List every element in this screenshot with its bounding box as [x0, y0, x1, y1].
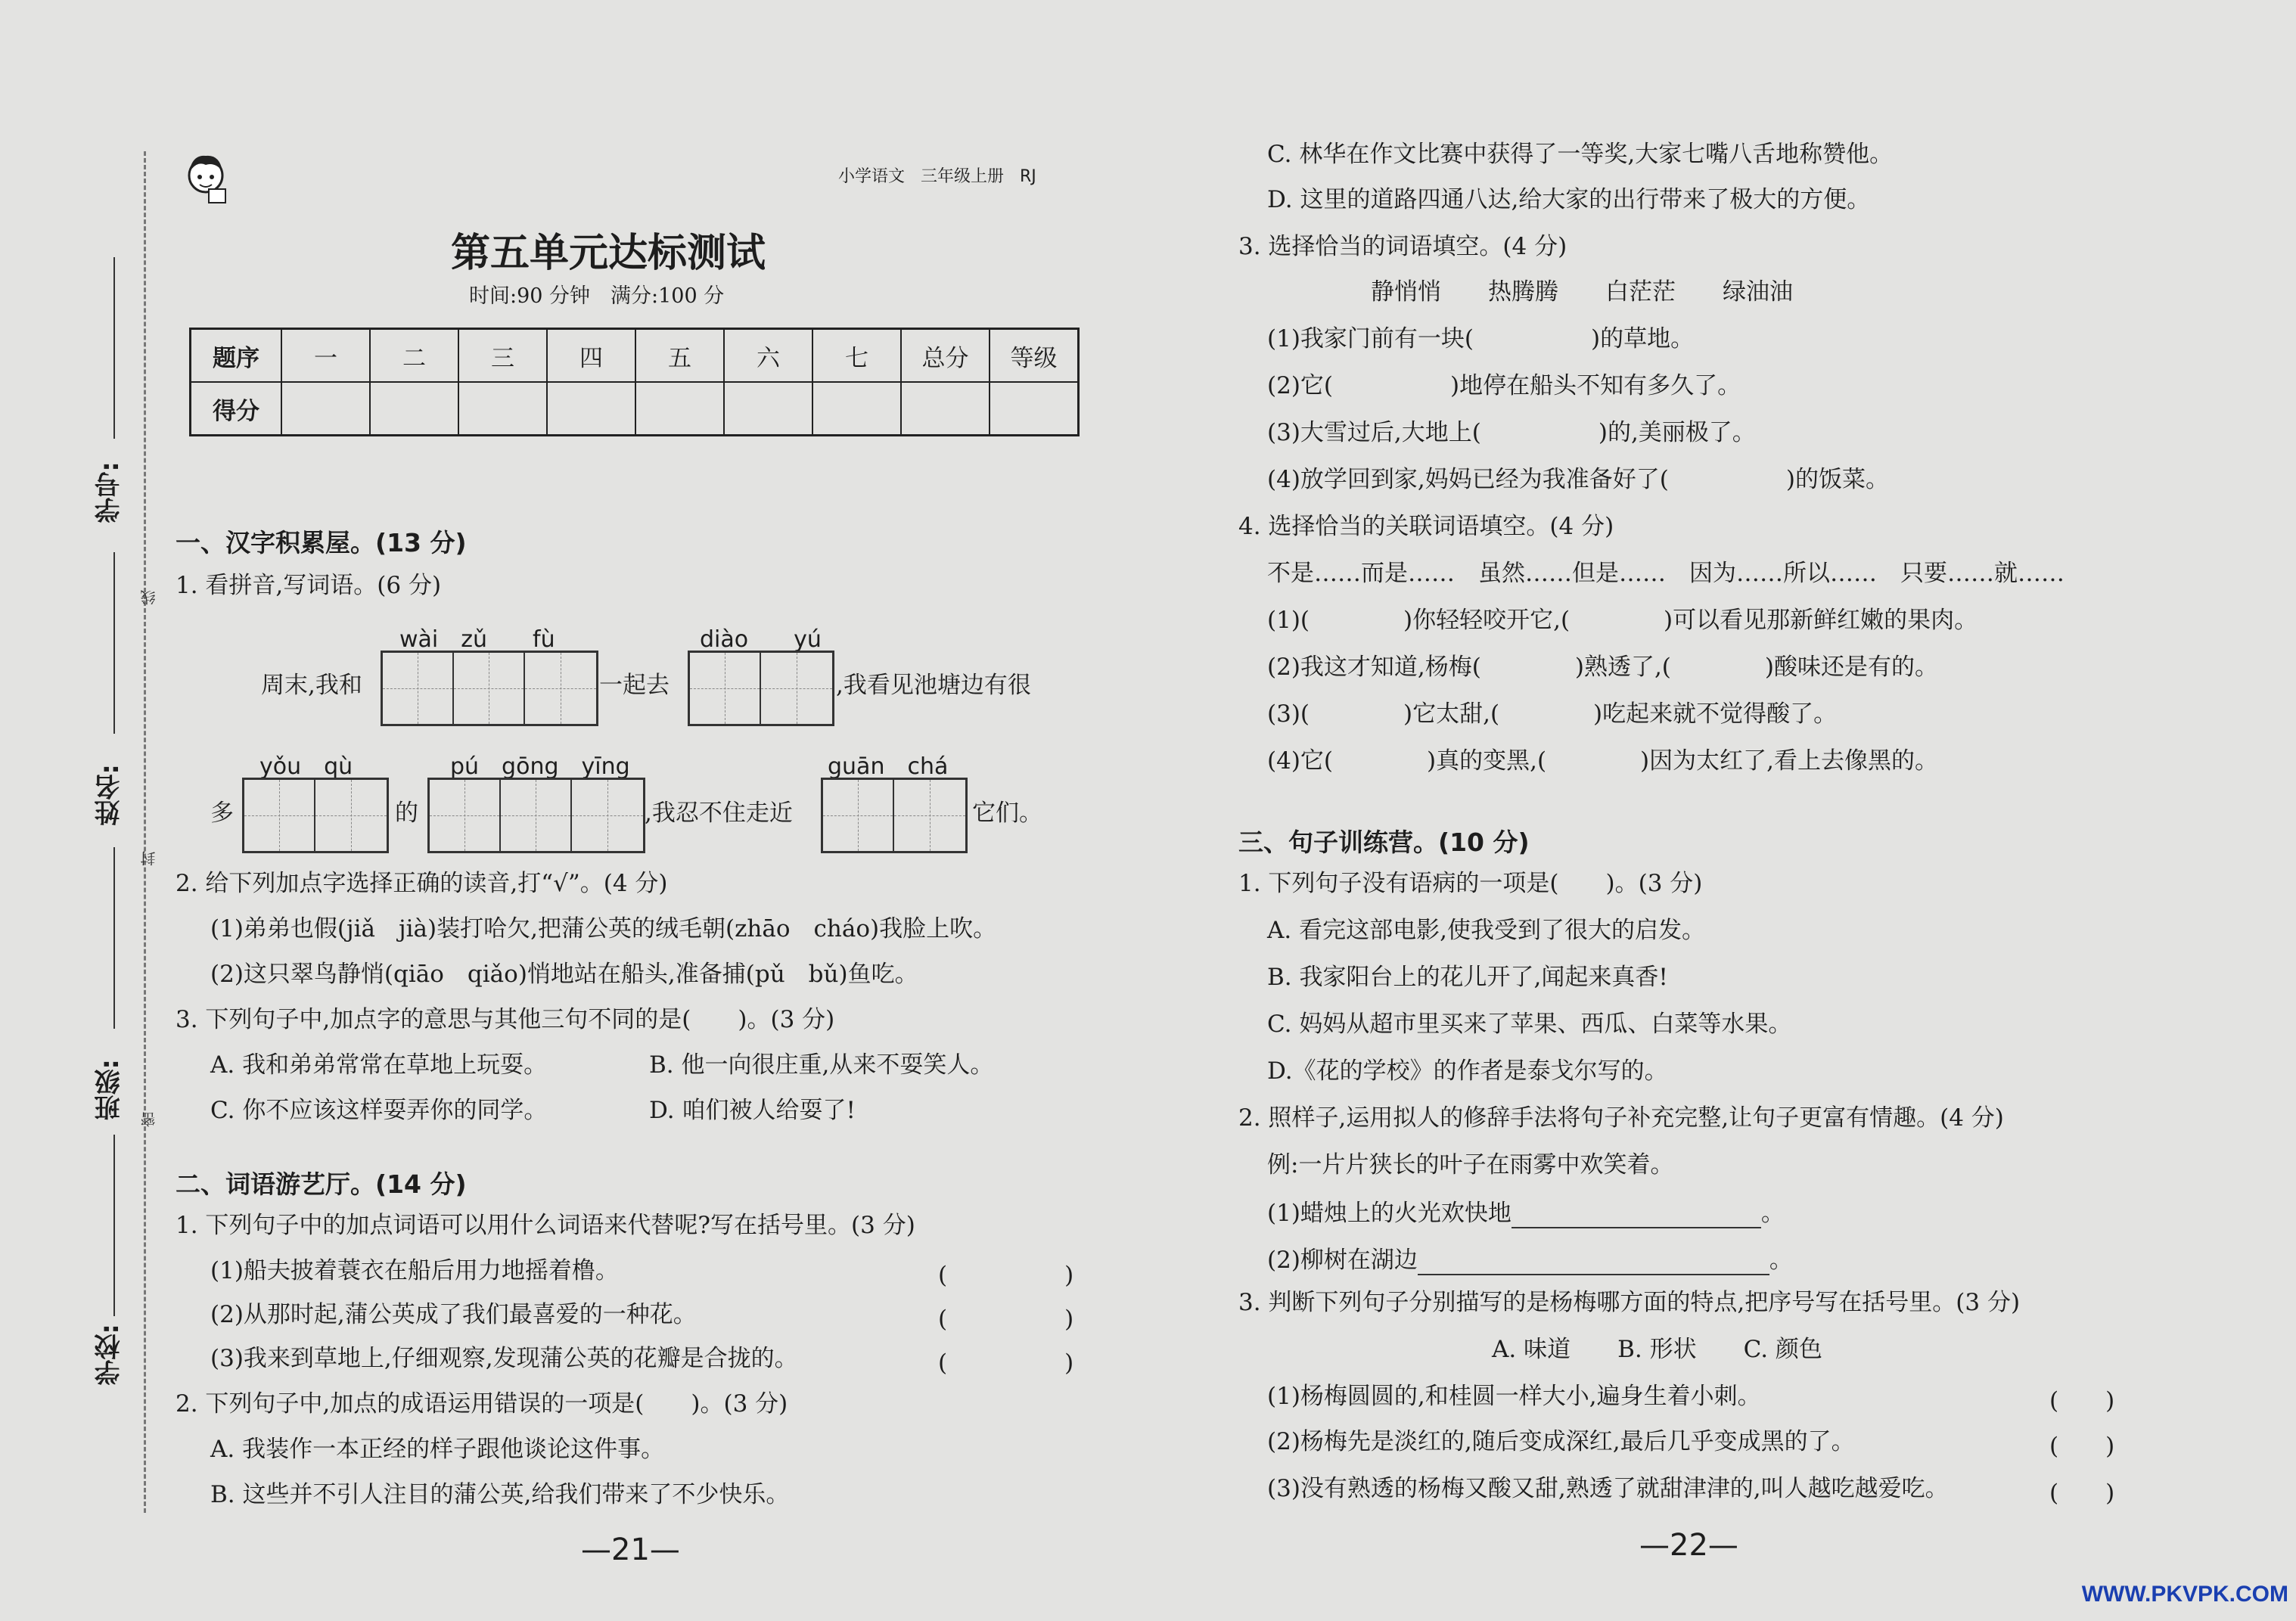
score-input-cell[interactable]: [547, 382, 635, 436]
table-cell: 四: [547, 329, 635, 383]
table-cell: 六: [724, 329, 812, 383]
line2-part-b: 的: [395, 800, 418, 827]
writing-grid-waizufu[interactable]: [381, 651, 598, 726]
s3-q3-line1: (1)杨梅圆圆的,和桂圆一样大小,遍身生着小刺。: [1267, 1383, 1761, 1410]
s3-q2-line2: (2)柳树在湖边 。: [1267, 1247, 1793, 1274]
line1-part-a: 周末,我和: [261, 672, 362, 699]
table-cell: 二: [370, 329, 458, 383]
s2-q3-title: 3. 选择恰当的词语填空。(4 分): [1238, 233, 1567, 260]
answer-paren[interactable]: ( ): [938, 1306, 1074, 1333]
table-cell: 一: [281, 329, 370, 383]
seal-line-label: 线: [140, 590, 158, 605]
writing-grid-youqu[interactable]: [242, 778, 389, 853]
answer-blank[interactable]: [1512, 1204, 1761, 1228]
section-3-title: 三、句子训练营。(10 分): [1238, 828, 1530, 857]
score-table-header-row: [191, 329, 1079, 383]
writing-grid-diaoyu[interactable]: [688, 651, 834, 726]
s1-q2-title: 2. 给下列加点字选择正确的读音,打“√”。(4 分): [176, 870, 668, 897]
s2-q1-line3: (3)我来到草地上,仔细观察,发现蒲公英的花瓣是合拢的。: [210, 1345, 798, 1372]
s3-q1-option-a[interactable]: A. 看完这部电影,使我受到了很大的启发。: [1267, 917, 1705, 944]
time-info: 时间:90 分钟 满分:100 分: [469, 284, 725, 308]
s1-q3-option-c[interactable]: C. 你不应该这样耍弄你的同学。: [210, 1097, 548, 1124]
s2-q2-option-c[interactable]: C. 林华在作文比赛中获得了一等奖,大家七嘴八舌地称赞他。: [1267, 141, 1894, 168]
s3-q3-line2: (2)杨梅先是淡红的,随后变成深红,最后几乎变成黑的了。: [1267, 1428, 1855, 1455]
line1-part-c: ,我看见池塘边有很: [836, 672, 1031, 699]
s1-q2-line2: (2)这只翠鸟静悄(qiāo qiǎo)悄地站在船头,准备捕(pǔ bǔ)鱼吃。: [210, 961, 918, 988]
name-blank-line: [113, 552, 115, 734]
s2-q3-line4: (4)放学回到家,妈妈已经为我准备好了( )的饭菜。: [1267, 466, 1889, 493]
table-cell: 总分: [901, 329, 990, 383]
line2-part-d: 它们。: [972, 800, 1042, 827]
section-1-title: 一、汉字积累屋。(13 分): [176, 528, 467, 557]
section-2-title: 二、词语游艺厅。(14 分): [176, 1169, 467, 1199]
s2-q3-options: 静悄悄 热腾腾 白茫茫 绿油油: [1371, 278, 1793, 306]
seal-feng-label: 封: [140, 851, 158, 866]
s3-q3-line3: (3)没有熟透的杨梅又酸又甜,熟透了就甜津津的,叫人越吃越爱吃。: [1267, 1475, 1949, 1502]
header-meta: 小学语文 三年级上册 RJ: [838, 167, 1036, 186]
cartoon-boy-icon: [182, 150, 230, 206]
site-watermark: WWW.PKVPK.COM: [2081, 1582, 2288, 1607]
score-input-cell[interactable]: [812, 382, 901, 436]
s1-q2-line1: (1)弟弟也假(jiǎ jià)装打哈欠,把蒲公英的绒毛朝(zhāo cháo)我脸上吹。: [210, 915, 997, 942]
s2-q4-line2: (2)我这才知道,杨梅( )熟透了,( )酸味还是有的。: [1267, 654, 1938, 681]
seal-mi-label: 密: [140, 1112, 158, 1127]
writing-grid-pugongying[interactable]: [427, 778, 645, 853]
right-page: [1148, 0, 2296, 1621]
score-input-cell[interactable]: [281, 382, 370, 436]
line2-part-a: 多: [210, 800, 234, 827]
s3-q3-title: 3. 判断下列句子分别描写的是杨梅哪方面的特点,把序号写在括号里。(3 分): [1238, 1289, 2021, 1316]
table-cell: 三: [458, 329, 547, 383]
id-blank-line: [113, 257, 115, 439]
line1-part-b: 一起去: [599, 672, 670, 699]
score-input-cell[interactable]: [458, 382, 547, 436]
s1-q3-option-a[interactable]: A. 我和弟弟常常在草地上玩耍。: [210, 1051, 548, 1079]
score-table-score-row: [191, 382, 1079, 436]
s2-q4-line1: (1)( )你轻轻咬开它,( )可以看见那新鲜红嫩的果肉。: [1267, 607, 1978, 634]
binding-dashed-line: [144, 151, 146, 1513]
s3-q1-title: 1. 下列句子没有语病的一项是( )。(3 分): [1238, 870, 1703, 897]
score-table: [189, 328, 1080, 436]
page-title: 第五单元达标测试: [451, 230, 766, 276]
pinyin-5: guān chá: [828, 753, 949, 780]
s3-q1-option-b[interactable]: B. 我家阳台上的花儿开了,闻起来真香!: [1267, 964, 1668, 991]
score-input-cell[interactable]: [724, 382, 812, 436]
score-input-cell[interactable]: [370, 382, 458, 436]
student-id-label: 学号:: [95, 461, 125, 523]
s2-q4-line4: (4)它( )真的变黑,( )因为太红了,看上去像黑的。: [1267, 747, 1938, 775]
s2-q2-option-d[interactable]: D. 这里的道路四通八达,给大家的出行带来了极大的方便。: [1267, 186, 1871, 213]
score-input-cell[interactable]: [990, 382, 1079, 436]
s2-q3-line2: (2)它( )地停在船头不知有多久了。: [1267, 372, 1741, 399]
s2-q3-line3: (3)大雪过后,大地上( )的,美丽极了。: [1267, 419, 1756, 446]
s3-q2-line1: (1)蜡烛上的火光欢快地 。: [1267, 1200, 1785, 1227]
s2-q4-line3: (3)( )它太甜,( )吃起来就不觉得酸了。: [1267, 700, 1838, 728]
s2-q1-line1: (1)船夫披着蓑衣在船后用力地摇着橹。: [210, 1257, 619, 1284]
class-blank-line: [113, 847, 115, 1029]
answer-paren[interactable]: ( ): [938, 1349, 1074, 1377]
table-cell: 得分: [191, 382, 282, 436]
line2-part-c: ,我忍不住走近: [645, 800, 793, 827]
s3-q2-title: 2. 照样子,运用拟人的修辞手法将句子补充完整,让句子更富有情趣。(4 分): [1238, 1104, 2004, 1132]
s2-q1-title: 1. 下列句子中的加点词语可以用什么词语来代替呢?写在括号里。(3 分): [176, 1212, 915, 1239]
table-cell: 等级: [990, 329, 1079, 383]
s3-q1-option-d[interactable]: D.《花的学校》的作者是泰戈尔写的。: [1267, 1057, 1668, 1085]
page-number-right: —22—: [1639, 1528, 1738, 1563]
page-number-left: —21—: [581, 1532, 680, 1567]
s2-q2-title: 2. 下列句子中,加点的成语运用错误的一项是( )。(3 分): [176, 1390, 788, 1418]
class-label: 班级:: [95, 1059, 125, 1121]
name-label: 姓名:: [95, 764, 125, 826]
answer-paren[interactable]: ( ): [2049, 1433, 2115, 1460]
answer-blank[interactable]: [1418, 1251, 1769, 1275]
school-label: 学校:: [95, 1324, 125, 1386]
s3-q1-option-c[interactable]: C. 妈妈从超市里买来了苹果、西瓜、白菜等水果。: [1267, 1011, 1792, 1038]
writing-grid-guancha[interactable]: [821, 778, 968, 853]
answer-paren[interactable]: ( ): [2049, 1387, 2115, 1414]
s1-q3-option-b[interactable]: B. 他一向很庄重,从来不耍笑人。: [649, 1051, 994, 1079]
school-blank-line: [113, 1135, 115, 1316]
pinyin-3: yǒu qù: [259, 753, 353, 780]
score-input-cell[interactable]: [901, 382, 990, 436]
answer-paren[interactable]: ( ): [938, 1262, 1074, 1289]
s1-q1-title: 1. 看拼音,写词语。(6 分): [176, 572, 442, 599]
s2-q2-option-a[interactable]: A. 我装作一本正经的样子跟他谈论这件事。: [210, 1436, 665, 1463]
s3-q2-example: 例:一片片狭长的叶子在雨雾中欢笑着。: [1267, 1151, 1674, 1178]
answer-paren[interactable]: ( ): [2049, 1480, 2115, 1507]
s1-q3-option-d[interactable]: D. 咱们被人给耍了!: [649, 1097, 856, 1124]
table-cell: 五: [635, 329, 724, 383]
pinyin-4: pú gōng yīng: [450, 753, 630, 780]
s1-q3-title: 3. 下列句子中,加点字的意思与其他三句不同的是( )。(3 分): [176, 1006, 835, 1033]
s2-q2-option-b[interactable]: B. 这些并不引人注目的蒲公英,给我们带来了不少快乐。: [210, 1481, 790, 1508]
s3-q3-options: A. 味道 B. 形状 C. 颜色: [1492, 1336, 1822, 1363]
pinyin-1: wài zǔ fù: [399, 626, 555, 653]
s2-q1-line2: (2)从那时起,蒲公英成了我们最喜爱的一种花。: [210, 1301, 697, 1328]
s2-q4-title: 4. 选择恰当的关联词语填空。(4 分): [1238, 513, 1614, 540]
pinyin-2: diào yú: [700, 626, 822, 653]
table-cell: 题序: [191, 329, 282, 383]
score-input-cell[interactable]: [635, 382, 724, 436]
s2-q3-line1: (1)我家门前有一块( )的草地。: [1267, 325, 1695, 352]
table-cell: 七: [812, 329, 901, 383]
s2-q4-options: 不是……而是…… 虽然……但是…… 因为……所以…… 只要……就……: [1267, 560, 2065, 587]
